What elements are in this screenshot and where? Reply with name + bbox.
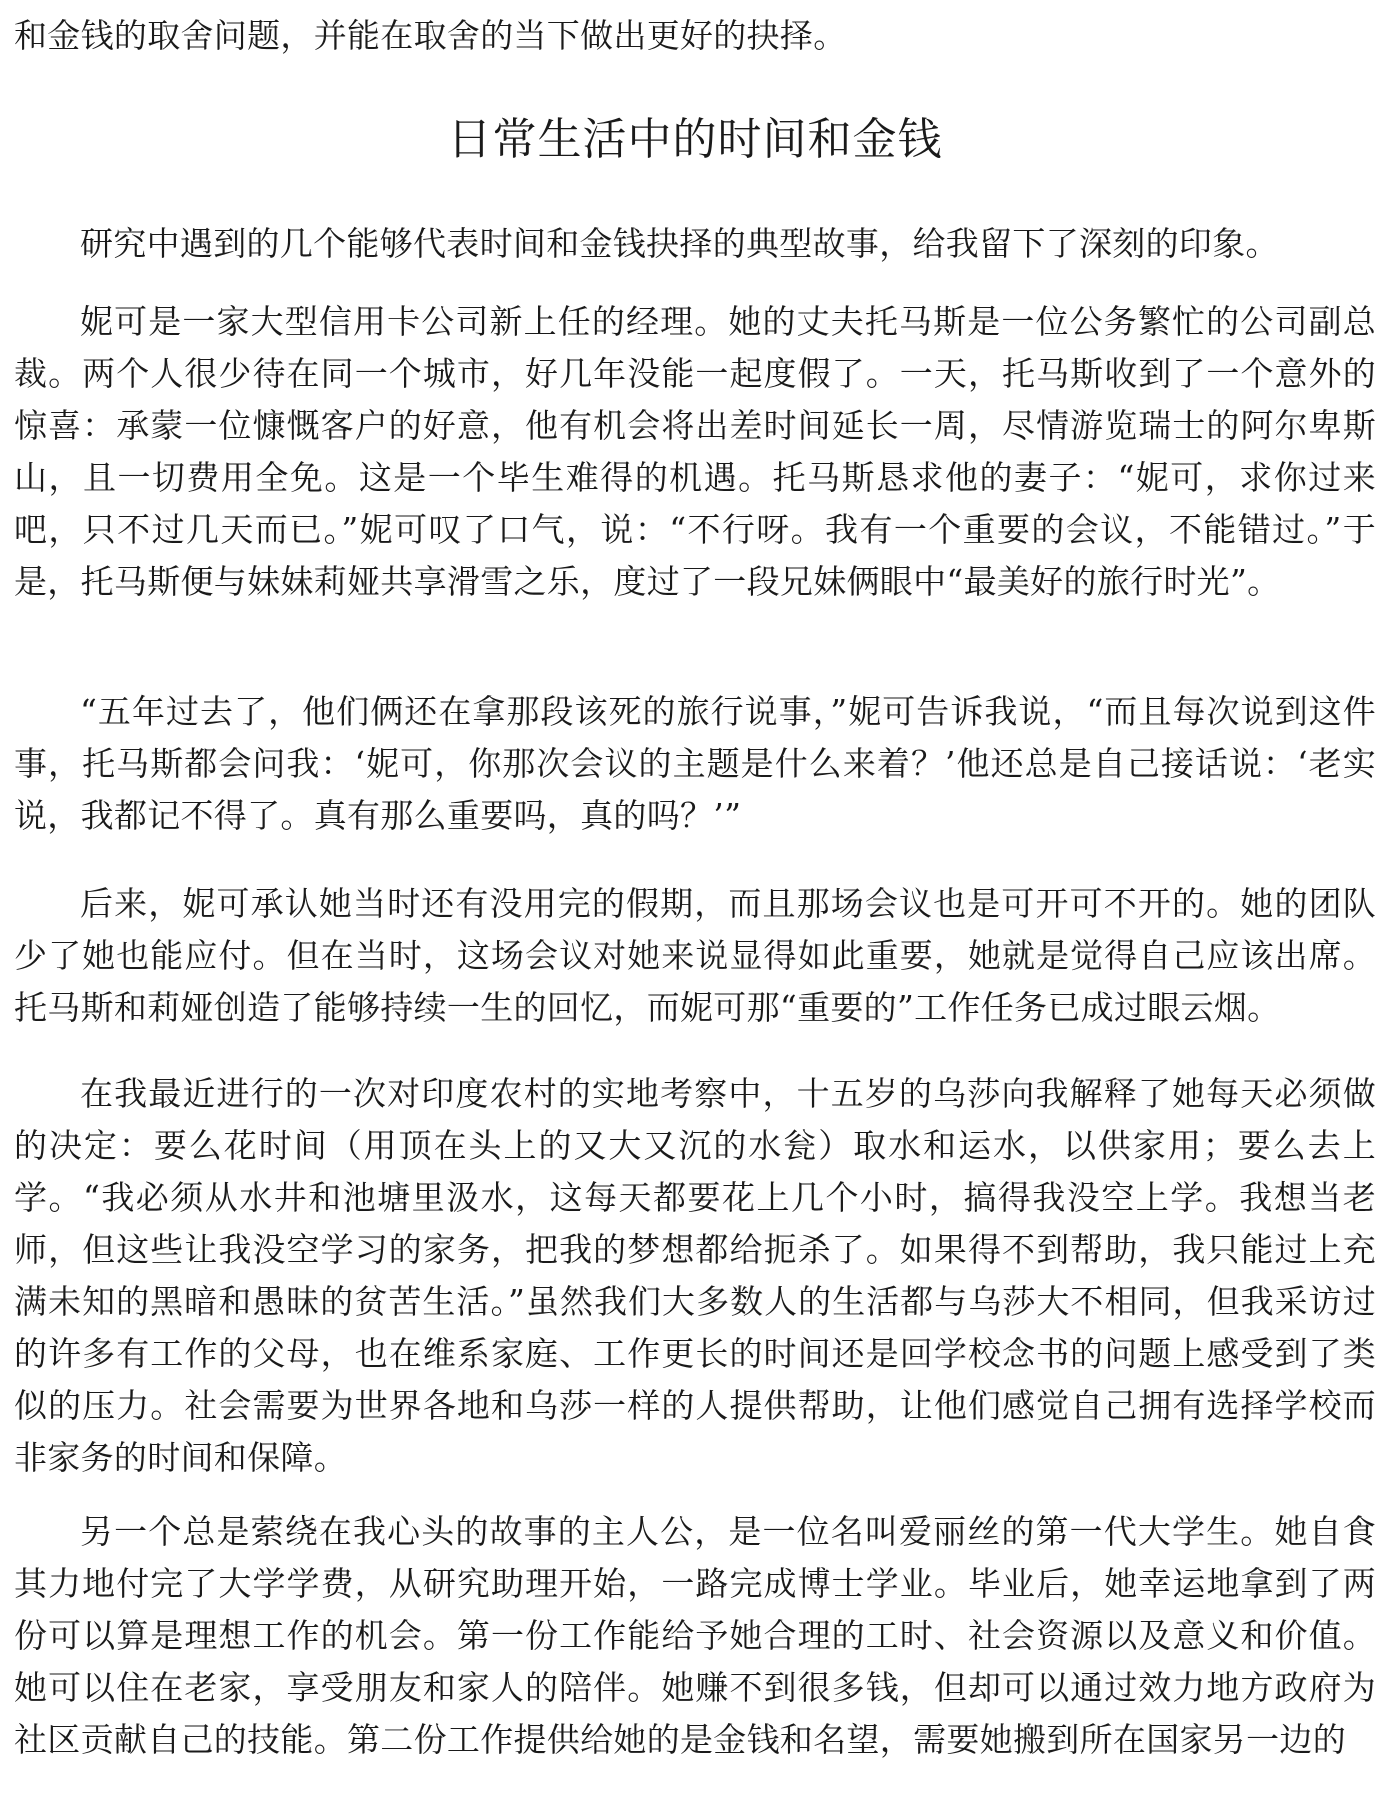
paragraph-alice-story: 另一个总是萦绕在我心头的故事的主人公，是一位名叫爱丽丝的第一代大学生。她自食其力地付完了大学学费，从研究助理开始，一路完成博士学业。毕业后，她幸运地拿到了两份可以算是理想工作的机会。第一份工作能给予她合理的工时、社会资源以及意义和价值。她可以住在老家，享受朋友和家人的陪伴。她赚不到很多钱，但却可以通过效力地方政府为社区贡献自己的技能。第二份工作提供给她的是金钱和名望，需要她搬到所在国家另一边的: [14, 1512, 1376, 1759]
paragraph-nicole-reflection: 后来，妮可承认她当时还有没用完的假期，而且那场会议也是可开可不开的。她的团队少了她也能应付。但在当时，这场会议对她来说显得如此重要，她就是觉得自己应该出席。托马斯和莉娅创造了能够持续一生的回忆，而妮可那“重要的”工作任务已成过眼云烟。: [14, 884, 1376, 1027]
paragraph-intro: 研究中遇到的几个能够代表时间和金钱抉择的典型故事，给我留下了深刻的印象。: [80, 224, 1279, 263]
continuation-paragraph: 和金钱的取舍问题，并能在取舍的当下做出更好的抉择。: [14, 16, 847, 55]
section-title: 日常生活中的时间和金钱: [447, 114, 943, 165]
document-page: [14, 0, 1376, 1800]
paragraph-usha-story: 在我最近进行的一次对印度农村的实地考察中，十五岁的乌莎向我解释了她每天必须做的决定：要么花时间（用顶在头上的又大又沉的水瓮）取水和运水，以供家用；要么去上学。“我必须从水井和池塘里汲水，这每天都要花上几个小时，搞得我没空上学。我想当老师，但这些让我没空学习的家务，把我的梦想都给扼杀了。如果得不到帮助，我只能过上充满未知的黑暗和愚昧的贫苦生活。”虽然我们大多数人的生活都与乌莎大不相同，但我采访过的许多有工作的父母，也在维系家庭、工作更长的时间还是回学校念书的问题上感受到了类似的压力。社会需要为世界各地和乌莎一样的人提供帮助，让他们感觉自己拥有选择学校而非家务的时间和保障。: [14, 1074, 1376, 1477]
paragraph-nicole-quote: “五年过去了，他们俩还在拿那段该死的旅行说事，”妮可告诉我说，“而且每次说到这件事，托马斯都会问我：‘妮可，你那次会议的主题是什么来着？’他还总是自己接话说：‘老实说，我都记不得了。真有那么重要吗，真的吗？’”: [14, 692, 1376, 835]
paragraph-nicole-story: 妮可是一家大型信用卡公司新上任的经理。她的丈夫托马斯是一位公务繁忙的公司副总裁。两个人很少待在同一个城市，好几年没能一起度假了。一天，托马斯收到了一个意外的惊喜：承蒙一位慷慨客户的好意，他有机会将出差时间延长一周，尽情游览瑞士的阿尔卑斯山，且一切费用全免。这是一个毕生难得的机遇。托马斯恳求他的妻子：“妮可，求你过来吧，只不过几天而已。”妮可叹了口气，说：“不行呀。我有一个重要的会议，不能错过。”于是，托马斯便与妹妹莉娅共享滑雪之乐，度过了一段兄妹俩眼中“最美好的旅行时光”。: [14, 302, 1376, 601]
